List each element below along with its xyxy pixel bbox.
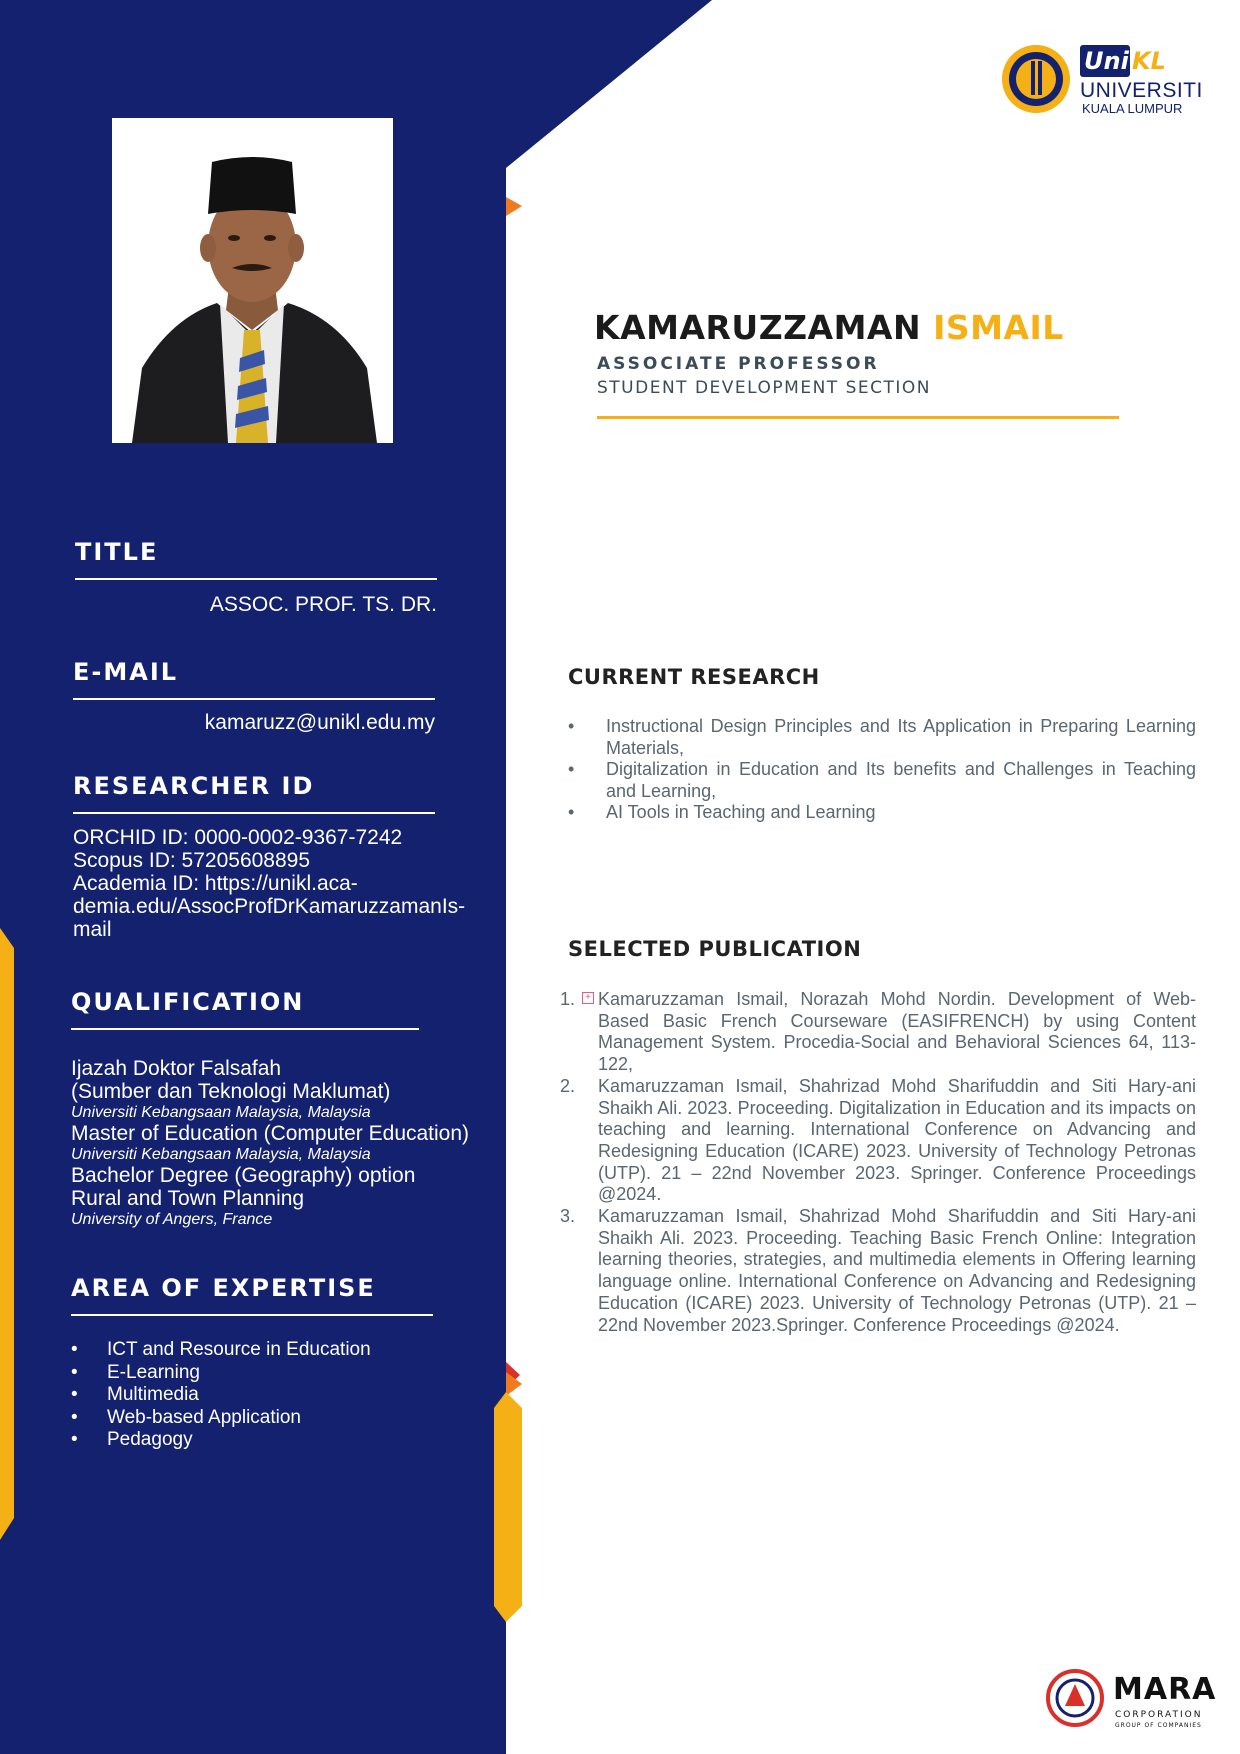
publication-item <box>560 989 1196 1076</box>
academia-id-line1[interactable]: Academia ID: https://unikl.aca- <box>73 872 358 895</box>
qualification-1-institution: Universiti Kebangsaan Malaysia, Malaysia <box>71 1104 371 1121</box>
researcher-id-heading: RESEARCHER ID <box>73 772 315 800</box>
orange-marker-top <box>506 197 522 216</box>
expertise-item: • Multimedia <box>71 1384 371 1407</box>
profile-photo <box>112 118 393 443</box>
qualification-1-line2: (Sumber dan Teknologi Maklumat) <box>71 1080 391 1103</box>
footer-logos <box>1045 1662 1220 1740</box>
mara-wordmark: MARA <box>1113 1672 1217 1707</box>
selected-publication-heading: SELECTED PUBLICATION <box>568 937 862 961</box>
qualification-2-institution: Universiti Kebangsaan Malaysia, Malaysia <box>71 1146 371 1163</box>
first-name: KAMARUZZAMAN <box>594 308 922 347</box>
qualification-3-line2: Rural and Town Planning <box>71 1187 305 1210</box>
last-name: ISMAIL <box>933 308 1064 347</box>
mara-sub2: GROUP OF COMPANIES <box>1115 1722 1202 1729</box>
portrait-illustration <box>112 118 393 443</box>
expertise-item: • E-Learning <box>71 1362 371 1385</box>
publication-item <box>560 1206 1196 1336</box>
qualification-3-institution: University of Angers, France <box>71 1211 273 1228</box>
researcher-id-block <box>73 826 493 941</box>
person-name <box>594 308 1064 347</box>
expertise-item: • Web-based Application <box>71 1407 371 1430</box>
email-rule <box>73 698 435 700</box>
expertise-heading: AREA OF EXPERTISE <box>71 1274 376 1302</box>
publication-number: 1. <box>560 989 576 1009</box>
publication-number: 3. <box>560 1206 576 1227</box>
qualification-3-line1: Bachelor Degree (Geography) option <box>71 1164 416 1187</box>
position-title: ASSOCIATE PROFESSOR <box>597 354 880 374</box>
gold-accent-left <box>0 928 14 1540</box>
expand-marker-icon[interactable]: + <box>582 992 594 1004</box>
current-research-heading: CURRENT RESEARCH <box>568 665 820 689</box>
title-value: ASSOC. PROF. TS. DR. <box>209 593 437 616</box>
title-rule <box>75 578 437 580</box>
expertise-list <box>71 1339 371 1452</box>
email-value[interactable]: kamaruzz@unikl.edu.my <box>204 711 435 734</box>
email-heading: E-MAIL <box>73 658 179 686</box>
publication-number: 2. <box>560 1075 576 1096</box>
qualification-rule <box>71 1028 419 1030</box>
publication-text: Kamaruzzaman Ismail, Shahrizad Mohd Sharifuddin and Siti Hary-ani Shaikh Ali. 2023. Proceeding. Digitalization in Education and its impacts on teaching and learning. International Conference on Advancing and Redesigning Education (ICARE) 2023. University of Technology Petronas (UTP). 21 – 22nd November 2023. Springer. Conference Proceedings @2024. <box>598 1075 1196 1205</box>
qualification-heading: QUALIFICATION <box>71 988 305 1016</box>
qualification-2-line1: Master of Education (Computer Education) <box>71 1122 470 1145</box>
scopus-id: Scopus ID: 57205608895 <box>73 849 311 872</box>
qualification-1-line1: Ijazah Doktor Falsafah <box>71 1057 282 1080</box>
publication-list <box>560 989 1196 1336</box>
unikl-line1: UNIVERSITI <box>1080 79 1203 102</box>
mara-sub1: CORPORATION <box>1115 1710 1203 1720</box>
expertise-item: • Pedagogy <box>71 1429 371 1452</box>
unikl-line2: KUALA LUMPUR <box>1082 101 1183 116</box>
department-name: STUDENT DEVELOPMENT SECTION <box>597 378 931 398</box>
research-item: • Digitalization in Education and Its benefits and Challenges in Teaching and Learning, <box>568 759 1196 802</box>
researcher-id-rule <box>73 812 435 814</box>
title-heading: TITLE <box>75 538 159 566</box>
academia-id-line2[interactable]: demia.edu/AssocProfDrKamaruzzamanIs- <box>73 895 466 918</box>
publication-text: Kamaruzzaman Ismail, Norazah Mohd Nordin. Development of Web-Based Basic French Courseware (EASIFRENCH) by using Content Management System. Procedia-Social and Behavioral Sciences 64, 113-122, <box>598 989 1196 1075</box>
qualification-block <box>71 1057 501 1229</box>
expertise-item: • ICT and Resource in Education <box>71 1339 371 1362</box>
research-item: • AI Tools in Teaching and Learning <box>568 802 1196 824</box>
unikl-logo <box>1000 35 1203 123</box>
gold-accent-right <box>494 1392 522 1622</box>
unikl-mark-kl: KL <box>1132 47 1166 75</box>
academia-id-line3[interactable]: mail <box>73 918 112 941</box>
orchid-id: ORCHID ID: 0000-0002-9367-7242 <box>73 826 403 849</box>
unikl-mark-uni: Uni <box>1084 47 1129 75</box>
publication-text: Kamaruzzaman Ismail, Shahrizad Mohd Sharifuddin and Siti Hary-ani Shaikh Ali. 2023. Proceeding. Teaching Basic French Online: Integration learning theories, strategies, and multimedia elements in Offering learning language online. International Conference on Advancing and Redesigning Education (ICARE) 2023. University of Technology Petronas (UTP). 21 – 22nd November 2023.Springer. Conference Proceedings @2024. <box>598 1206 1196 1335</box>
name-underline <box>597 416 1119 419</box>
research-item: • Instructional Design Principles and Its Application in Preparing Learning Materials, <box>568 716 1196 759</box>
mara-council-emblem-icon <box>1045 1666 1105 1736</box>
current-research-list <box>568 716 1196 824</box>
expertise-rule <box>71 1314 433 1316</box>
publication-item <box>560 1076 1196 1206</box>
